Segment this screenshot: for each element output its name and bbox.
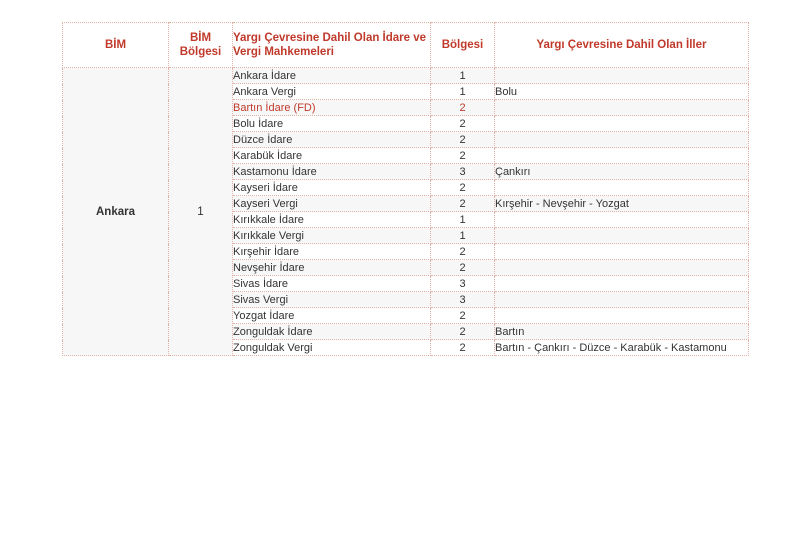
cell-mahkeme: Karabük İdare bbox=[233, 148, 431, 164]
cell-bim-bolgesi: 1 bbox=[169, 68, 233, 356]
cell-bolgesi: 1 bbox=[431, 68, 495, 84]
cell-mahkeme: Sivas Vergi bbox=[233, 292, 431, 308]
cell-bolgesi: 2 bbox=[431, 116, 495, 132]
cell-iller bbox=[495, 260, 749, 276]
header-iller: Yargı Çevresine Dahil Olan İller bbox=[495, 23, 749, 68]
table-body bbox=[63, 68, 749, 356]
cell-bolgesi: 2 bbox=[431, 132, 495, 148]
cell-bim: Ankara bbox=[63, 68, 169, 356]
cell-mahkeme: Sivas İdare bbox=[233, 276, 431, 292]
cell-bolgesi: 1 bbox=[431, 228, 495, 244]
cell-mahkeme: Ankara Vergi bbox=[233, 84, 431, 100]
cell-mahkeme: Kastamonu İdare bbox=[233, 164, 431, 180]
jurisdiction-table bbox=[62, 22, 749, 356]
cell-bolgesi: 2 bbox=[431, 340, 495, 356]
cell-iller bbox=[495, 276, 749, 292]
header-bim-bolgesi: BİM Bölgesi bbox=[169, 23, 233, 68]
cell-mahkeme: Kırşehir İdare bbox=[233, 244, 431, 260]
cell-bolgesi: 1 bbox=[431, 84, 495, 100]
header-bim: BİM bbox=[63, 23, 169, 68]
cell-bolgesi: 1 bbox=[431, 212, 495, 228]
cell-bolgesi: 2 bbox=[431, 308, 495, 324]
cell-iller: Bartın bbox=[495, 324, 749, 340]
cell-mahkeme: Bolu İdare bbox=[233, 116, 431, 132]
table-header bbox=[63, 23, 749, 68]
cell-mahkeme: Nevşehir İdare bbox=[233, 260, 431, 276]
header-row bbox=[63, 23, 749, 68]
cell-bolgesi: 2 bbox=[431, 180, 495, 196]
cell-bolgesi: 2 bbox=[431, 324, 495, 340]
cell-iller bbox=[495, 132, 749, 148]
cell-mahkeme: Kayseri İdare bbox=[233, 180, 431, 196]
cell-iller bbox=[495, 148, 749, 164]
cell-bolgesi: 3 bbox=[431, 292, 495, 308]
header-mahkemeler: Yargı Çevresine Dahil Olan İdare ve Vergi Mahkemeleri bbox=[233, 23, 431, 68]
cell-iller bbox=[495, 212, 749, 228]
cell-mahkeme: Zonguldak İdare bbox=[233, 324, 431, 340]
cell-bolgesi: 2 bbox=[431, 244, 495, 260]
cell-iller bbox=[495, 68, 749, 84]
cell-bolgesi: 2 bbox=[431, 100, 495, 116]
cell-mahkeme: Yozgat İdare bbox=[233, 308, 431, 324]
header-bolgesi: Bölgesi bbox=[431, 23, 495, 68]
cell-iller: Bartın - Çankırı - Düzce - Karabük - Kastamonu bbox=[495, 340, 749, 356]
cell-iller bbox=[495, 308, 749, 324]
cell-iller: Kırşehir - Nevşehir - Yozgat bbox=[495, 196, 749, 212]
table-row bbox=[63, 68, 749, 84]
cell-iller bbox=[495, 180, 749, 196]
cell-iller bbox=[495, 244, 749, 260]
cell-iller bbox=[495, 228, 749, 244]
cell-mahkeme: Kırıkkale Vergi bbox=[233, 228, 431, 244]
cell-bolgesi: 3 bbox=[431, 276, 495, 292]
cell-iller bbox=[495, 116, 749, 132]
cell-bolgesi: 2 bbox=[431, 196, 495, 212]
cell-iller bbox=[495, 100, 749, 116]
cell-iller bbox=[495, 292, 749, 308]
cell-mahkeme: Kayseri Vergi bbox=[233, 196, 431, 212]
cell-mahkeme: Düzce İdare bbox=[233, 132, 431, 148]
cell-mahkeme: Bartın İdare (FD) bbox=[233, 100, 431, 116]
cell-iller: Çankırı bbox=[495, 164, 749, 180]
cell-mahkeme: Ankara İdare bbox=[233, 68, 431, 84]
cell-bolgesi: 2 bbox=[431, 148, 495, 164]
cell-bolgesi: 3 bbox=[431, 164, 495, 180]
cell-mahkeme: Kırıkkale İdare bbox=[233, 212, 431, 228]
cell-bolgesi: 2 bbox=[431, 260, 495, 276]
cell-iller: Bolu bbox=[495, 84, 749, 100]
cell-mahkeme: Zonguldak Vergi bbox=[233, 340, 431, 356]
